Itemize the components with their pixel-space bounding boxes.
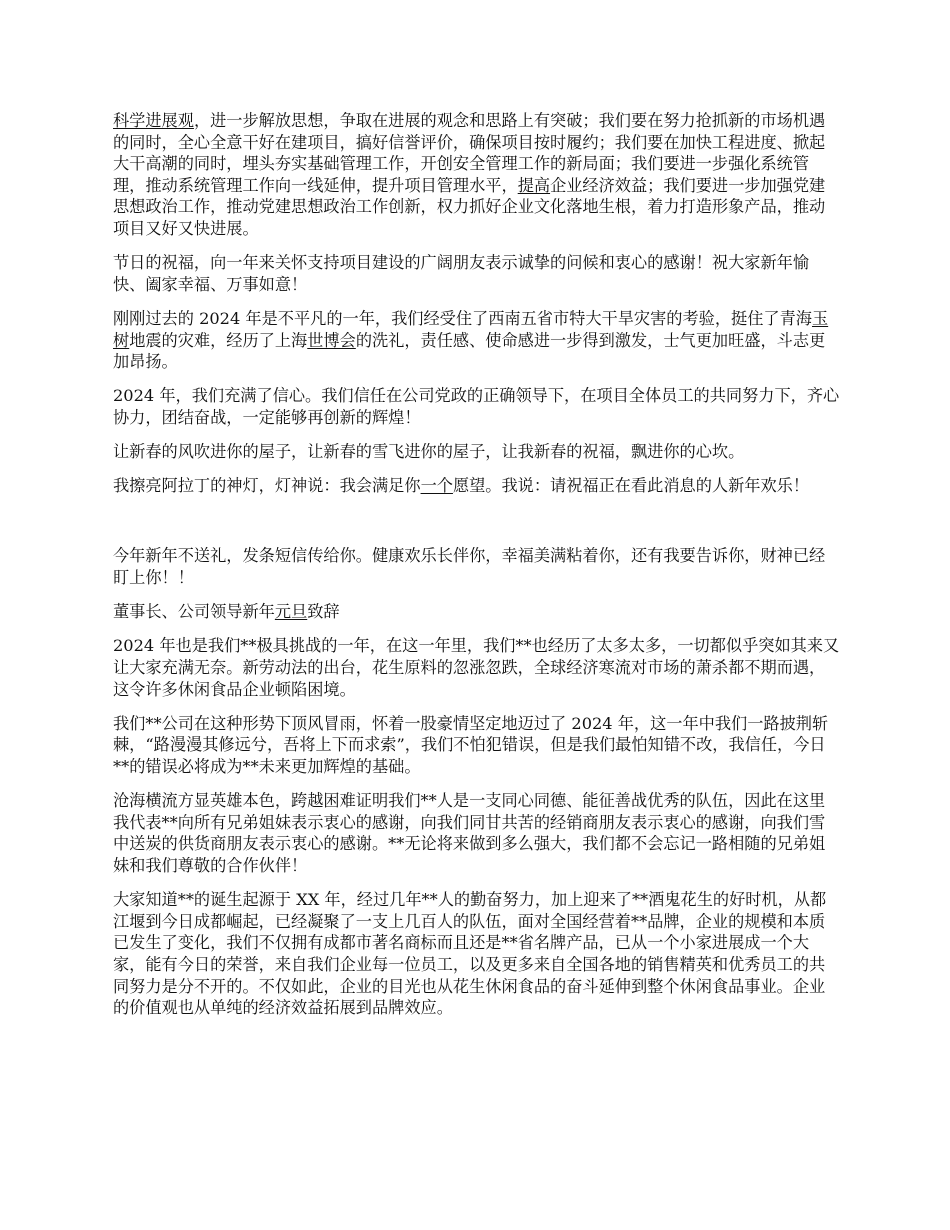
paragraph-text: 愿望。我说：请祝福正在看此消息的人新年欢乐！ [452, 476, 810, 496]
underlined-term: 元旦 [274, 602, 308, 622]
underlined-term: 玉树 [113, 308, 829, 350]
underlined-term: 提高 [517, 175, 551, 195]
paragraph: 节日的祝福，向一年来关怀支持项目建设的广阔朋友表示诚挚的问候和衷心的感谢！祝大家新年愉快、阖家幸福、万事如意！ [113, 253, 810, 294]
paragraph: 我们**公司在这种形势下顶风冒雨，怀着一股豪情坚定地迈过了 2024 年，这一年中我们一路披荆斩棘，“路漫漫其修远兮，吾将上下而求索”，我们不怕犯错误，但是我们最怕知错不改，我信任，今日**的错误必将成为**未来更加辉煌的基础。 [113, 713, 829, 776]
blank-space [113, 509, 840, 545]
paragraph: 大家知道**的诞生起源于 XX 年，经过几年**人的勤奋努力，加上迎来了**酒鬼花生的好时机，从都江堰到今日成都崛起，已经凝聚了一支上几百人的队伍，面对全国经营着**品牌，企业的规模和本质已发生了变化，我们不仅拥有成都市著名商标而且还是**省名牌产品，已从一个小家进展成一个大家，能有今日的荣誉，来自我们企业每一位员工，以及更多来自全国各地的销售精英和优秀员工的共同努力是分不开的。不仅如此，企业的目光也从花生休闲食品的奋斗延伸到整个休闲食品事业。企业的价值观也从单纯的经济效益拓展到品牌效应。 [113, 890, 827, 1018]
underlined-term: 科学进展观 [113, 111, 194, 130]
paragraph: 让新春的风吹进你的屋子，让新春的雪飞进你的屋子，让我新春的祝福，飘进你的心坎。 [113, 442, 745, 462]
paragraph-text: 刚刚过去的 2024 年是不平凡的一年，我们经受住了西南五省市特大干旱灾害的考验，挺住了青海 [113, 308, 812, 328]
paragraph: 今年新年不送礼，发条短信传给你。健康欢乐长伴你，幸福美满粘着你，还有我要告诉你，财神已经盯上你！！ [113, 546, 826, 588]
paragraph [113, 308, 840, 373]
paragraph-text: 我擦亮阿拉丁的神灯，灯神说：我会满足你 [113, 476, 421, 496]
heading-text: 致辞 [307, 602, 340, 622]
underlined-term: 世博会 [307, 330, 356, 350]
paragraph [113, 475, 840, 497]
paragraph: 2024 年也是我们**极具挑战的一年，在这一年里，我们**也经历了太多太多，一切都似乎突如其来又让大家充满无奈。新劳动法的出台，花生原料的忽涨忽跌，全球经济寒流对市场的萧杀都不期而遇，这令许多休闲食品企业顿陷困境。 [113, 636, 840, 699]
paragraph: 2024 年，我们充满了信心。我们信任在公司党政的正确领导下，在项目全体员工的共同努力下，齐心协力，团结奋战，一定能够再创新的辉煌！ [113, 386, 840, 427]
paragraph-text: 的洗礼，责任感、使命感进一步得到激发，士气更加旺盛，斗志更加昂扬。 [113, 330, 826, 372]
paragraph-text: 企业经济效益；我们要进一步加强党建思想政治工作，推动党建思想政治工作创新，权力抓好企业文化落地生根，着力打造形象产品，推动项目又好又快进展。 [113, 175, 826, 238]
paragraph-text: ，进一步解放思想，争取在进展的观念和思路上有突破；我们要在努力抢抓新的市场机遇的同时，全心全意干好在建项目，搞好信誉评价，确保项目按时履约；我们要在加快工程进度、掀起大干高潮的同时，埋头夯实基础管理工作，开创安全管理工作的新局面；我们要进一步强化系统管理，推动系统管理工作向一线延伸，提升项目管理水平， [113, 111, 826, 195]
heading-text: 董事长、公司领导新年 [113, 602, 275, 622]
underlined-term: 一个 [420, 476, 453, 496]
paragraph-text: 地震的灾难，经历了上海 [129, 330, 308, 350]
paragraph [113, 110, 840, 240]
paragraph: 沧海横流方显英雄本色，跨越困难证明我们**人是一支同心同德、能征善战优秀的队伍，因此在这里我代表**向所有兄弟姐妹表示衷心的感谢，向我们同甘共苦的经销商朋友表示衷心的感谢，向我们雪中送炭的供货商朋友表示衷心的感谢。**无论将来做到多么强大，我们都不会忘记一路相随的兄弟姐妹和我们尊敬的合作伙伴！ [113, 791, 826, 875]
section-heading [113, 601, 840, 623]
